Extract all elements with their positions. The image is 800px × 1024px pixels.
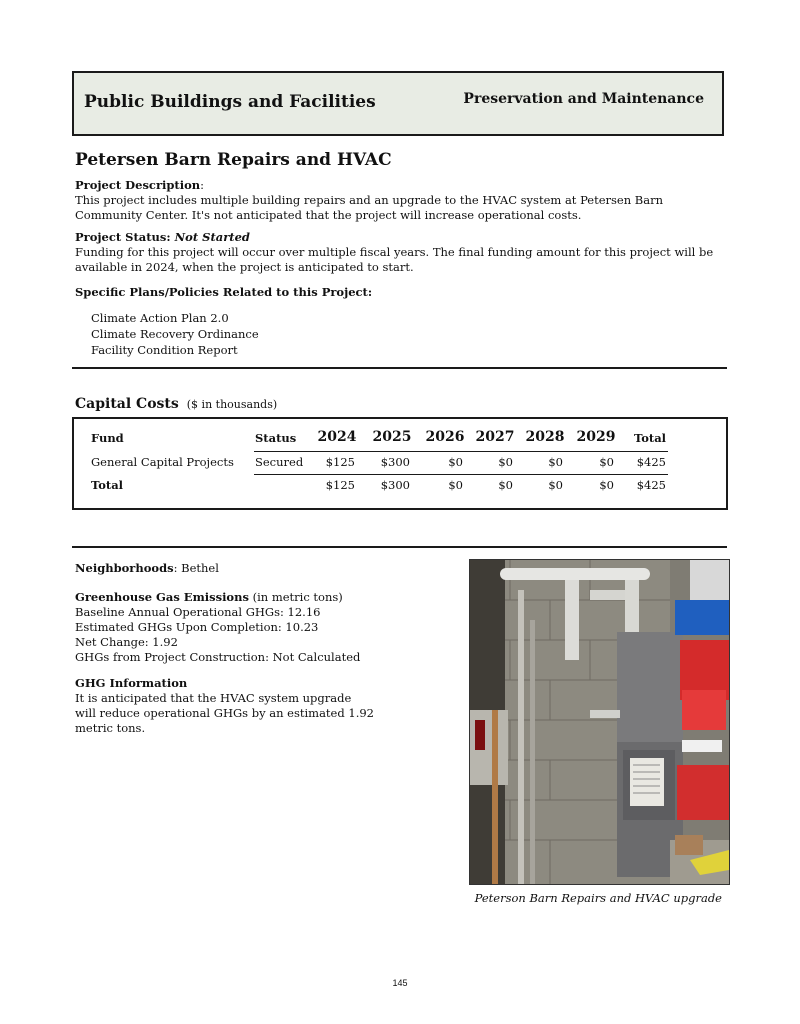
category-title: Public Buildings and Facilities: [84, 92, 376, 112]
neighborhoods-label: Neighborhoods: [75, 561, 174, 575]
totals-2028: $0: [548, 478, 563, 492]
description-label: Project Description: [75, 178, 201, 192]
totals-total: $425: [636, 478, 666, 492]
divider: [72, 546, 727, 548]
divider: [72, 367, 727, 369]
plans-label: Specific Plans/Policies Related to this Project:: [75, 285, 373, 299]
totals-rule: [254, 474, 668, 475]
header-2028: 2028: [525, 429, 565, 445]
header-total: Total: [633, 431, 667, 445]
list-item: Climate Recovery Ordinance: [91, 327, 259, 341]
row-2027: $0: [498, 455, 513, 469]
capital-costs-table: [72, 417, 728, 510]
project-title: Petersen Barn Repairs and HVAC: [75, 150, 392, 170]
header-rule: [254, 451, 668, 452]
ghg-construction: GHGs from Project Construction: Not Calculated: [75, 650, 361, 664]
description-text: This project includes multiple building repairs and an upgrade to the HVAC system at Petersen Barn Community Center. It's not anticipated that the project will increase operational costs.: [75, 193, 664, 222]
capital-costs-heading: [75, 393, 277, 412]
totals-2029: $0: [599, 478, 614, 492]
ghg-label: Greenhouse Gas Emissions: [75, 590, 249, 604]
capital-costs-unit: ($ in thousands): [186, 398, 278, 411]
ghg-emissions: [75, 590, 375, 665]
header-2026: 2026: [425, 429, 465, 445]
row-status: Secured: [255, 455, 304, 469]
totals-2024: $125: [325, 478, 355, 492]
page-number: 145: [392, 978, 408, 988]
row-total: $425: [636, 455, 666, 469]
project-description: Project Description: This project includes multiple building repairs and an upgrade to the HVAC system at Petersen Barn Community Center. It's not anticipated that the project will increase operational costs.: [75, 178, 664, 222]
ghg-net-change: Net Change: 1.92: [75, 635, 178, 649]
ghg-estimated: Estimated GHGs Upon Completion: 10.23: [75, 620, 319, 634]
header-2029: 2029: [576, 429, 616, 445]
related-plans: [75, 285, 715, 358]
status-label: Project Status: [75, 230, 167, 244]
totals-label: Total: [91, 478, 124, 492]
row-fund: General Capital Projects: [91, 455, 234, 469]
project-photo: [469, 559, 730, 885]
row-2028: $0: [548, 455, 563, 469]
capital-costs-title: Capital Costs: [75, 396, 179, 412]
status-text: Funding for this project will occur over multiple fiscal years. The final funding amount for this project will be available in 2024, when the project is anticipated to start.: [75, 245, 714, 274]
totals-2026: $0: [448, 478, 463, 492]
row-2026: $0: [448, 455, 463, 469]
header-fund: Fund: [91, 431, 124, 445]
header-status: Status: [255, 431, 297, 445]
ghg-baseline: Baseline Annual Operational GHGs: 12.16: [75, 605, 321, 619]
header-2027: 2027: [475, 429, 515, 445]
ghg-information: [75, 676, 375, 736]
neighborhoods-value: Bethel: [181, 561, 219, 575]
row-2024: $125: [325, 455, 355, 469]
status-value: Not Started: [174, 230, 250, 244]
subcategory-title: Preservation and Maintenance: [463, 91, 704, 107]
plans-list: [91, 310, 715, 358]
ghg-unit: (in metric tons): [252, 590, 343, 604]
totals-2027: $0: [498, 478, 513, 492]
project-status: Project Status: Not Started Funding for this project will occur over multiple fiscal years. The final funding amount for this project will be available in 2024, when the project is anticipated to start.: [75, 230, 714, 274]
list-item: Climate Action Plan 2.0: [91, 311, 229, 325]
row-2025: $300: [380, 455, 410, 469]
header-2025: 2025: [372, 429, 412, 445]
ghg-info-text: It is anticipated that the HVAC system upgrade will reduce operational GHGs by an estimated 1.92 metric tons.: [75, 691, 374, 735]
header-2024: 2024: [317, 429, 357, 445]
section-header: [72, 71, 724, 136]
neighborhoods: Neighborhoods: Bethel: [75, 561, 219, 575]
row-2029: $0: [599, 455, 614, 469]
ghg-info-label: GHG Information: [75, 676, 188, 690]
list-item: Facility Condition Report: [91, 343, 238, 357]
photo-caption: Peterson Barn Repairs and HVAC upgrade: [474, 891, 722, 905]
totals-2025: $300: [380, 478, 410, 492]
